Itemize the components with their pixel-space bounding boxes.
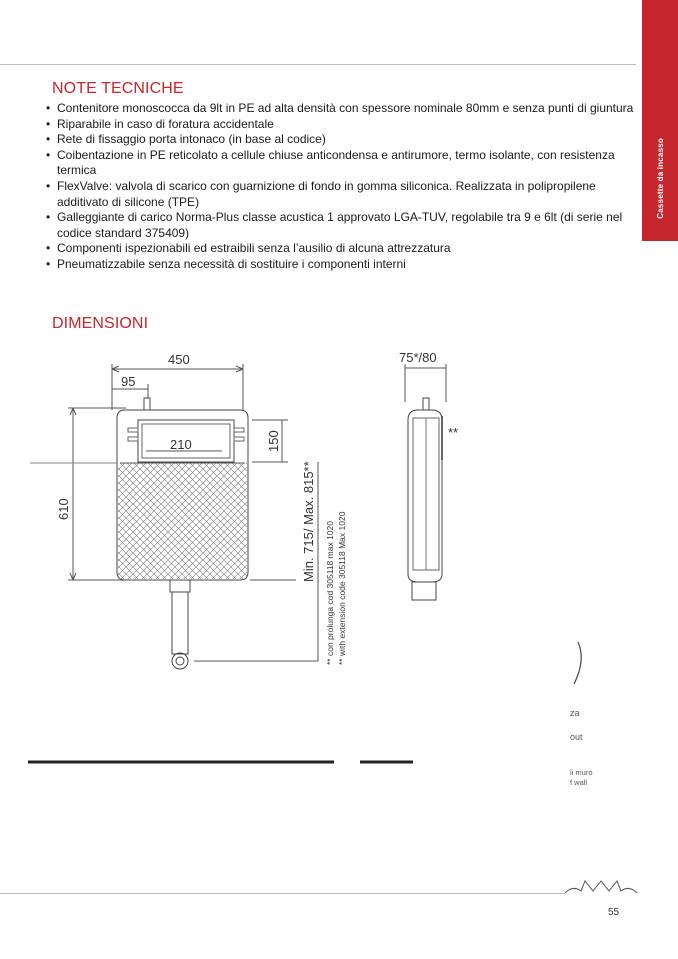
extension-note-it: ** con prolunga cod 305118 max 1020 xyxy=(325,521,335,665)
side-tab-label: Cassette da incasso xyxy=(655,138,665,219)
bleed-fragment: out xyxy=(570,732,583,742)
bleed-fragment: f wall xyxy=(570,778,588,787)
dimensions-title: DIMENSIONI xyxy=(52,315,149,332)
note-item: • Rete di fissaggio porta intonaco (in base al codice) xyxy=(46,132,634,148)
technical-drawing xyxy=(0,340,678,800)
note-item: • Contenitore monoscocca da 9lt in PE ad alta densità con spessore nominale 80mm e senza punti di giuntura xyxy=(46,101,634,117)
bleed-fragments xyxy=(28,642,581,762)
note-item: • Coibentazione in PE reticolato a cellule chiuse anticondensa e antirumore, termo isolante, con resistenza termica xyxy=(46,148,634,179)
note-item: • Componenti ispezionabili ed estraibili senza l’ausilio di alcuna attrezzatura xyxy=(46,241,634,257)
extension-note-en: ** with extension code 305118 Max 1020 xyxy=(337,511,347,665)
note-item: • Galleggiante di carico Norma-Plus classe acustica 1 approvato LGA-TUV, regolabile tra 9 e 6lt (di serie nel codice standard 375409) xyxy=(46,210,634,241)
side-marker: ** xyxy=(448,425,459,440)
note-item: • Riparabile in caso di foratura accidentale xyxy=(46,117,634,133)
inner-height-label: 150 xyxy=(266,430,281,452)
offset-label: 95 xyxy=(121,374,136,389)
page-number: 55 xyxy=(608,907,620,918)
note-item: • FlexValve: valvola di scarico con guarnizione di fondo in gomma siliconica. Realizzata in polipropilene additivato di silicone (TPE) xyxy=(46,179,634,210)
height-label: 610 xyxy=(56,498,71,520)
notes-title: NOTE TECNICHE xyxy=(52,80,184,97)
note-item: • Pneumatizzabile senza necessità di sostituire i componenti interni xyxy=(46,257,634,273)
top-rule xyxy=(0,64,636,65)
notes-list xyxy=(46,101,634,273)
side-tab-label-box xyxy=(642,0,678,241)
footer-ornament xyxy=(563,875,639,897)
bleed-fragment: li muro xyxy=(570,768,593,777)
bottom-rule xyxy=(0,893,565,894)
bleed-fragment: za xyxy=(570,708,580,718)
side-view xyxy=(405,364,446,600)
depth-label: 75*/80 xyxy=(399,350,437,365)
inner-width-label: 210 xyxy=(170,437,192,452)
bleed-text xyxy=(570,708,593,787)
width-label: 450 xyxy=(168,352,190,367)
front-view xyxy=(30,364,318,669)
range-label: Min. 715/ Max. 815** xyxy=(301,461,316,582)
